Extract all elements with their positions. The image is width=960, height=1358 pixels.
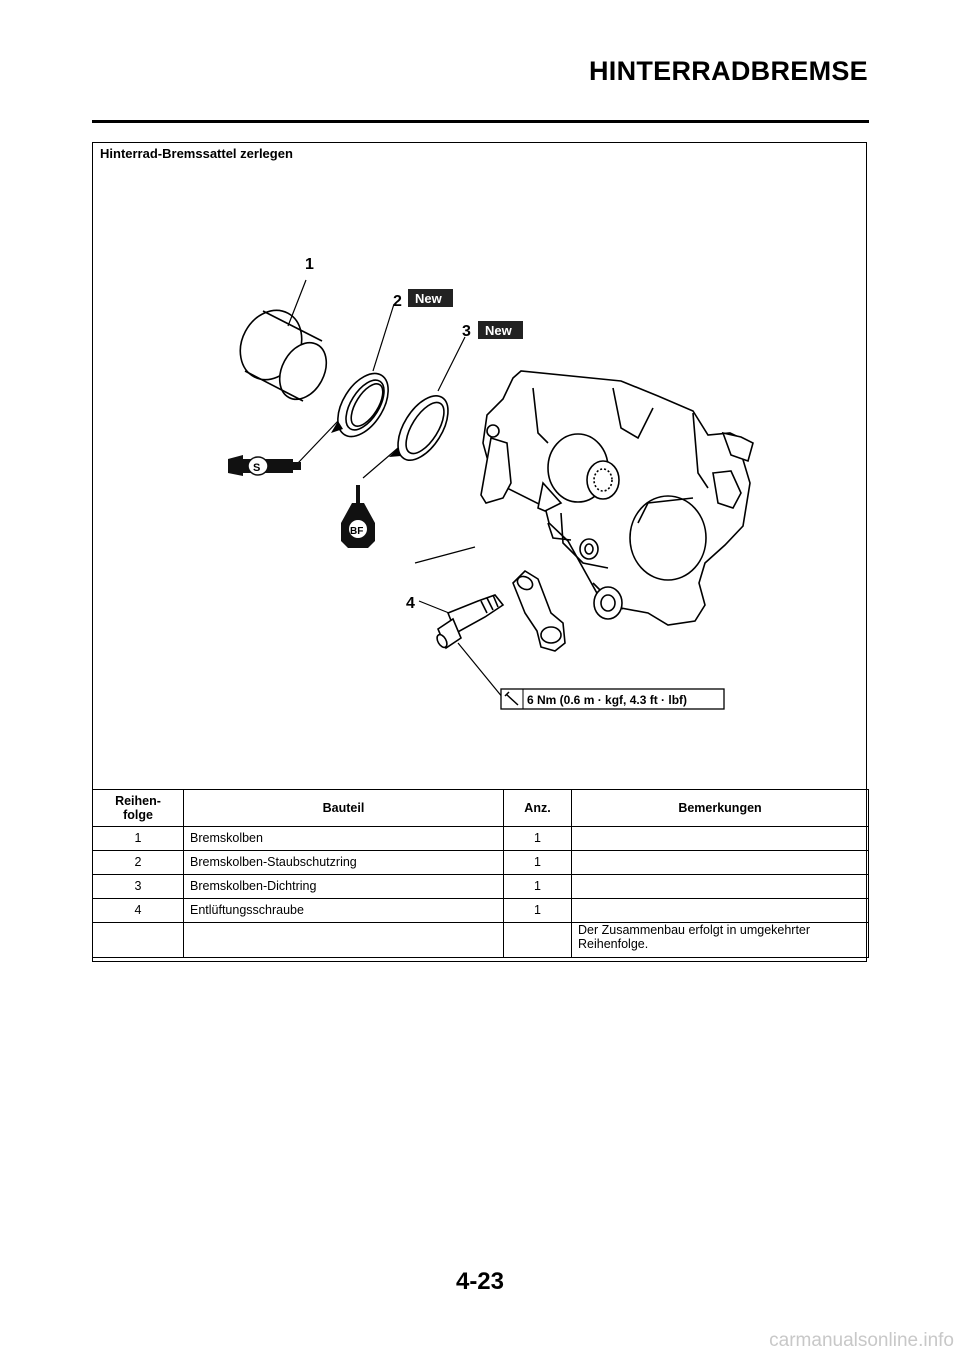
row-number: 3 — [93, 875, 184, 899]
row-number: 1 — [93, 827, 184, 851]
row-qty: 1 — [504, 827, 572, 851]
watermark: carmanualsonline.info — [769, 1330, 954, 1351]
callout-2: 2 — [393, 293, 402, 310]
parts-table — [92, 789, 869, 958]
header-qty: Anz. — [504, 790, 572, 827]
header-order: Reihen- folge — [93, 790, 184, 827]
brake-fluid-icon — [341, 485, 375, 548]
piston-seal-part — [388, 387, 458, 468]
content-frame — [92, 142, 867, 962]
dust-seal-part — [327, 365, 398, 446]
bleed-cap-part — [513, 571, 565, 651]
bleed-screw-part — [435, 595, 503, 649]
row-number: 4 — [93, 899, 184, 923]
row-remarks — [572, 875, 869, 899]
footer-remarks: Der Zusammenbau erfolgt in umgekehrter Reihenfolge. — [572, 923, 869, 958]
torque-spec-text: 6 Nm (0.6 m · kgf, 4.3 ft · lbf) — [527, 693, 688, 707]
new-badge-2: New — [415, 291, 442, 306]
header-part: Bauteil — [184, 790, 504, 827]
row-qty: 1 — [504, 899, 572, 923]
brake-piston-part — [228, 300, 335, 408]
brake-fluid-symbol-label: BF — [350, 526, 364, 537]
row-part: Bremskolben-Dichtring — [184, 875, 504, 899]
row-number: 2 — [93, 851, 184, 875]
page-number: 4-23 — [455, 1268, 505, 1295]
title-rule — [92, 120, 869, 123]
callout-3: 3 — [462, 323, 471, 340]
table-row — [93, 899, 869, 923]
callout-4: 4 — [406, 595, 415, 612]
footer-empty-1 — [93, 923, 184, 958]
row-part: Bremskolben — [184, 827, 504, 851]
table-header-row — [93, 790, 869, 827]
row-qty: 1 — [504, 851, 572, 875]
grease-icon — [228, 455, 301, 476]
row-remarks — [572, 851, 869, 875]
row-remarks — [572, 827, 869, 851]
row-part: Bremskolben-Staubschutzring — [184, 851, 504, 875]
new-badge-3: New — [485, 323, 512, 338]
torque-spec-box — [501, 689, 724, 709]
footer-empty-2 — [184, 923, 504, 958]
row-part: Entlüftungsschraube — [184, 899, 504, 923]
page-title: HINTERRADBREMSE — [588, 56, 868, 86]
row-remarks — [572, 899, 869, 923]
table-row — [93, 851, 869, 875]
section-title: Hinterrad-Bremssattel zerlegen — [100, 146, 293, 161]
exploded-diagram — [93, 143, 868, 789]
callout-1: 1 — [305, 256, 314, 273]
table-row — [93, 827, 869, 851]
table-footer-row — [93, 923, 869, 958]
row-qty: 1 — [504, 875, 572, 899]
header-remarks: Bemerkungen — [572, 790, 869, 827]
grease-symbol-label: S — [253, 462, 261, 474]
footer-empty-3 — [504, 923, 572, 958]
leader-lines — [288, 280, 503, 698]
table-row — [93, 875, 869, 899]
